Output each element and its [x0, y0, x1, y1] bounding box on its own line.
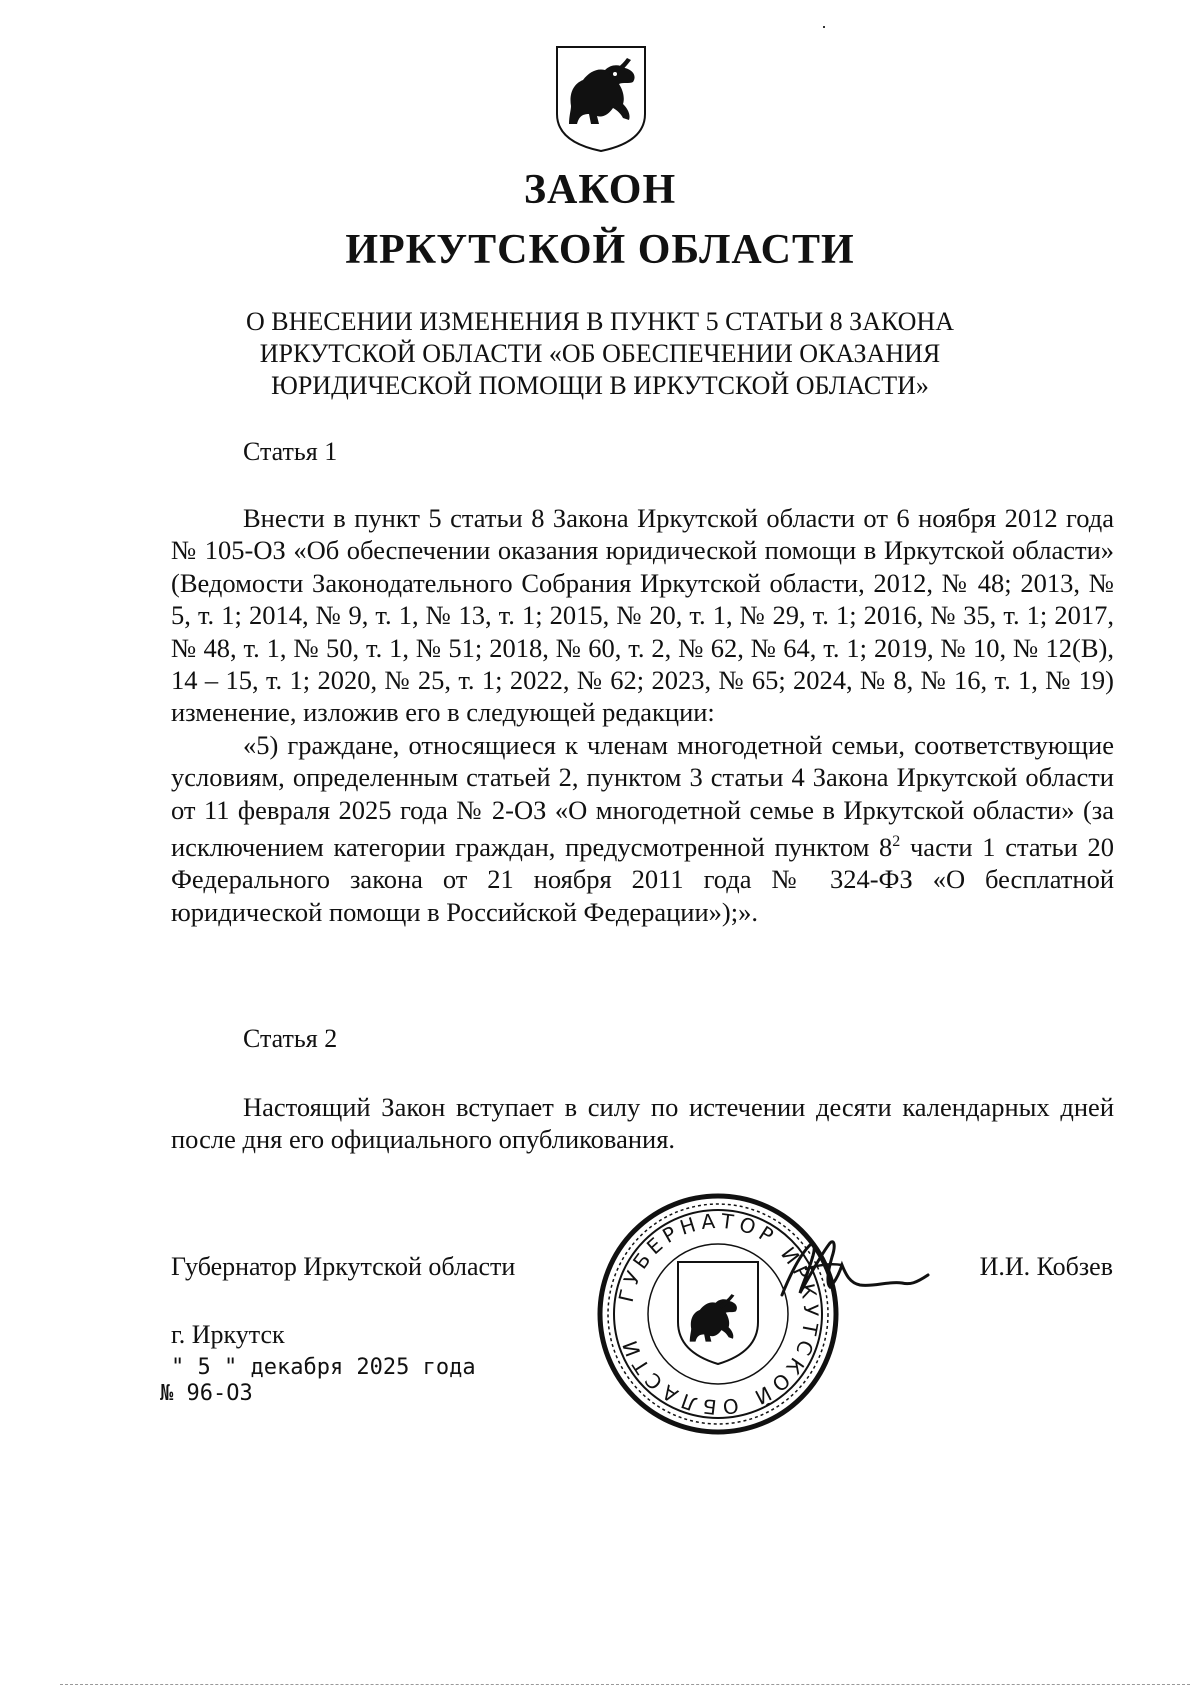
article-1-body — [171, 502, 1114, 928]
document-type-title: ЗАКОН — [523, 167, 677, 213]
superscript-2: 2 — [892, 833, 901, 851]
signing-date: " 5 " декабря 2025 года — [171, 1355, 476, 1380]
article-2-paragraph: Настоящий Закон вступает в силу по истечении десяти календарных дней после дня его официального опубликования. — [171, 1092, 1114, 1155]
region-title: ИРКУТСКОЙ ОБЛАСТИ — [345, 227, 855, 273]
signatory-position: Губернатор Иркутской области — [171, 1252, 516, 1281]
place-of-signing: г. Иркутск — [171, 1320, 285, 1349]
handwritten-signature — [770, 1225, 940, 1315]
article-1-paragraph-2-tail: части 1 статьи 20 Федерального закона от 21 ноября 2011 года № 324-ФЗ «О бесплатной юридической помощи в Российской Федерации»);». — [171, 831, 1114, 927]
article-1-heading: Статья 1 — [243, 437, 338, 466]
article-2-heading: Статья 2 — [243, 1024, 338, 1053]
scan-speck — [823, 26, 825, 28]
law-subtitle: О ВНЕСЕНИИ ИЗМЕНЕНИЯ В ПУНКТ 5 СТАТЬИ 8 ЗАКОНА ИРКУТСКОЙ ОБЛАСТИ «ОБ ОБЕСПЕЧЕНИИ ОКАЗАНИЯ ЮРИДИЧЕСКОЙ ПОМОЩИ В ИРКУТСКОЙ ОБЛАСТИ» — [245, 307, 955, 400]
article-1-paragraph-2-text: «5) граждане, относящиеся к членам многодетной семьи, соответствующие условиям, определенным статьей 2, пунктом 3 статьи 4 Закона Иркутской области от 11 февраля 2025 года № 2-ОЗ «О многодетной семье в Иркутской области» (за исключением категории граждан, предусмотренной пунктом 8 — [171, 729, 1114, 862]
scan-edge-line — [60, 1684, 1190, 1685]
coat-of-arms-icon — [553, 44, 649, 154]
article-1-paragraph-2 — [171, 729, 1114, 928]
seal-text: ГУБЕРНАТОР ИРКУТСКОЙ ОБЛАСТИ — [613, 1208, 824, 1420]
article-1-paragraph-1: Внести в пункт 5 статьи 8 Закона Иркутской области от 6 ноября 2012 года № 105-ОЗ «Об обеспечении оказания юридической помощи в Иркутской области» (Ведомости Законодательного Собрания Иркутской области, 2012, № 48; 2013, № 5, т. 1; 2014, № 9, т. 1, № 13, т. 1; 2015, № 20, т. 1, № 29, т. 1; 2016, № 35, т. 1; 2017, № 48, т. 1, № 50, т. 1, № 51; 2018, № 60, т. 2, № 62, № 64, т. 1; 2019, № 10, № 12(В), 14 – 15, т. 1; 2020, № 25, т. 1; 2022, № 62; 2023, № 65; 2024, № 8, № 16, т. 1, № 19) изменение, изложив его в следующей редакции: — [171, 503, 1114, 728]
signatory-name: И.И. Кобзев — [979, 1252, 1113, 1281]
law-number: № 96-ОЗ — [160, 1381, 253, 1406]
article-2-body — [171, 1091, 1114, 1156]
